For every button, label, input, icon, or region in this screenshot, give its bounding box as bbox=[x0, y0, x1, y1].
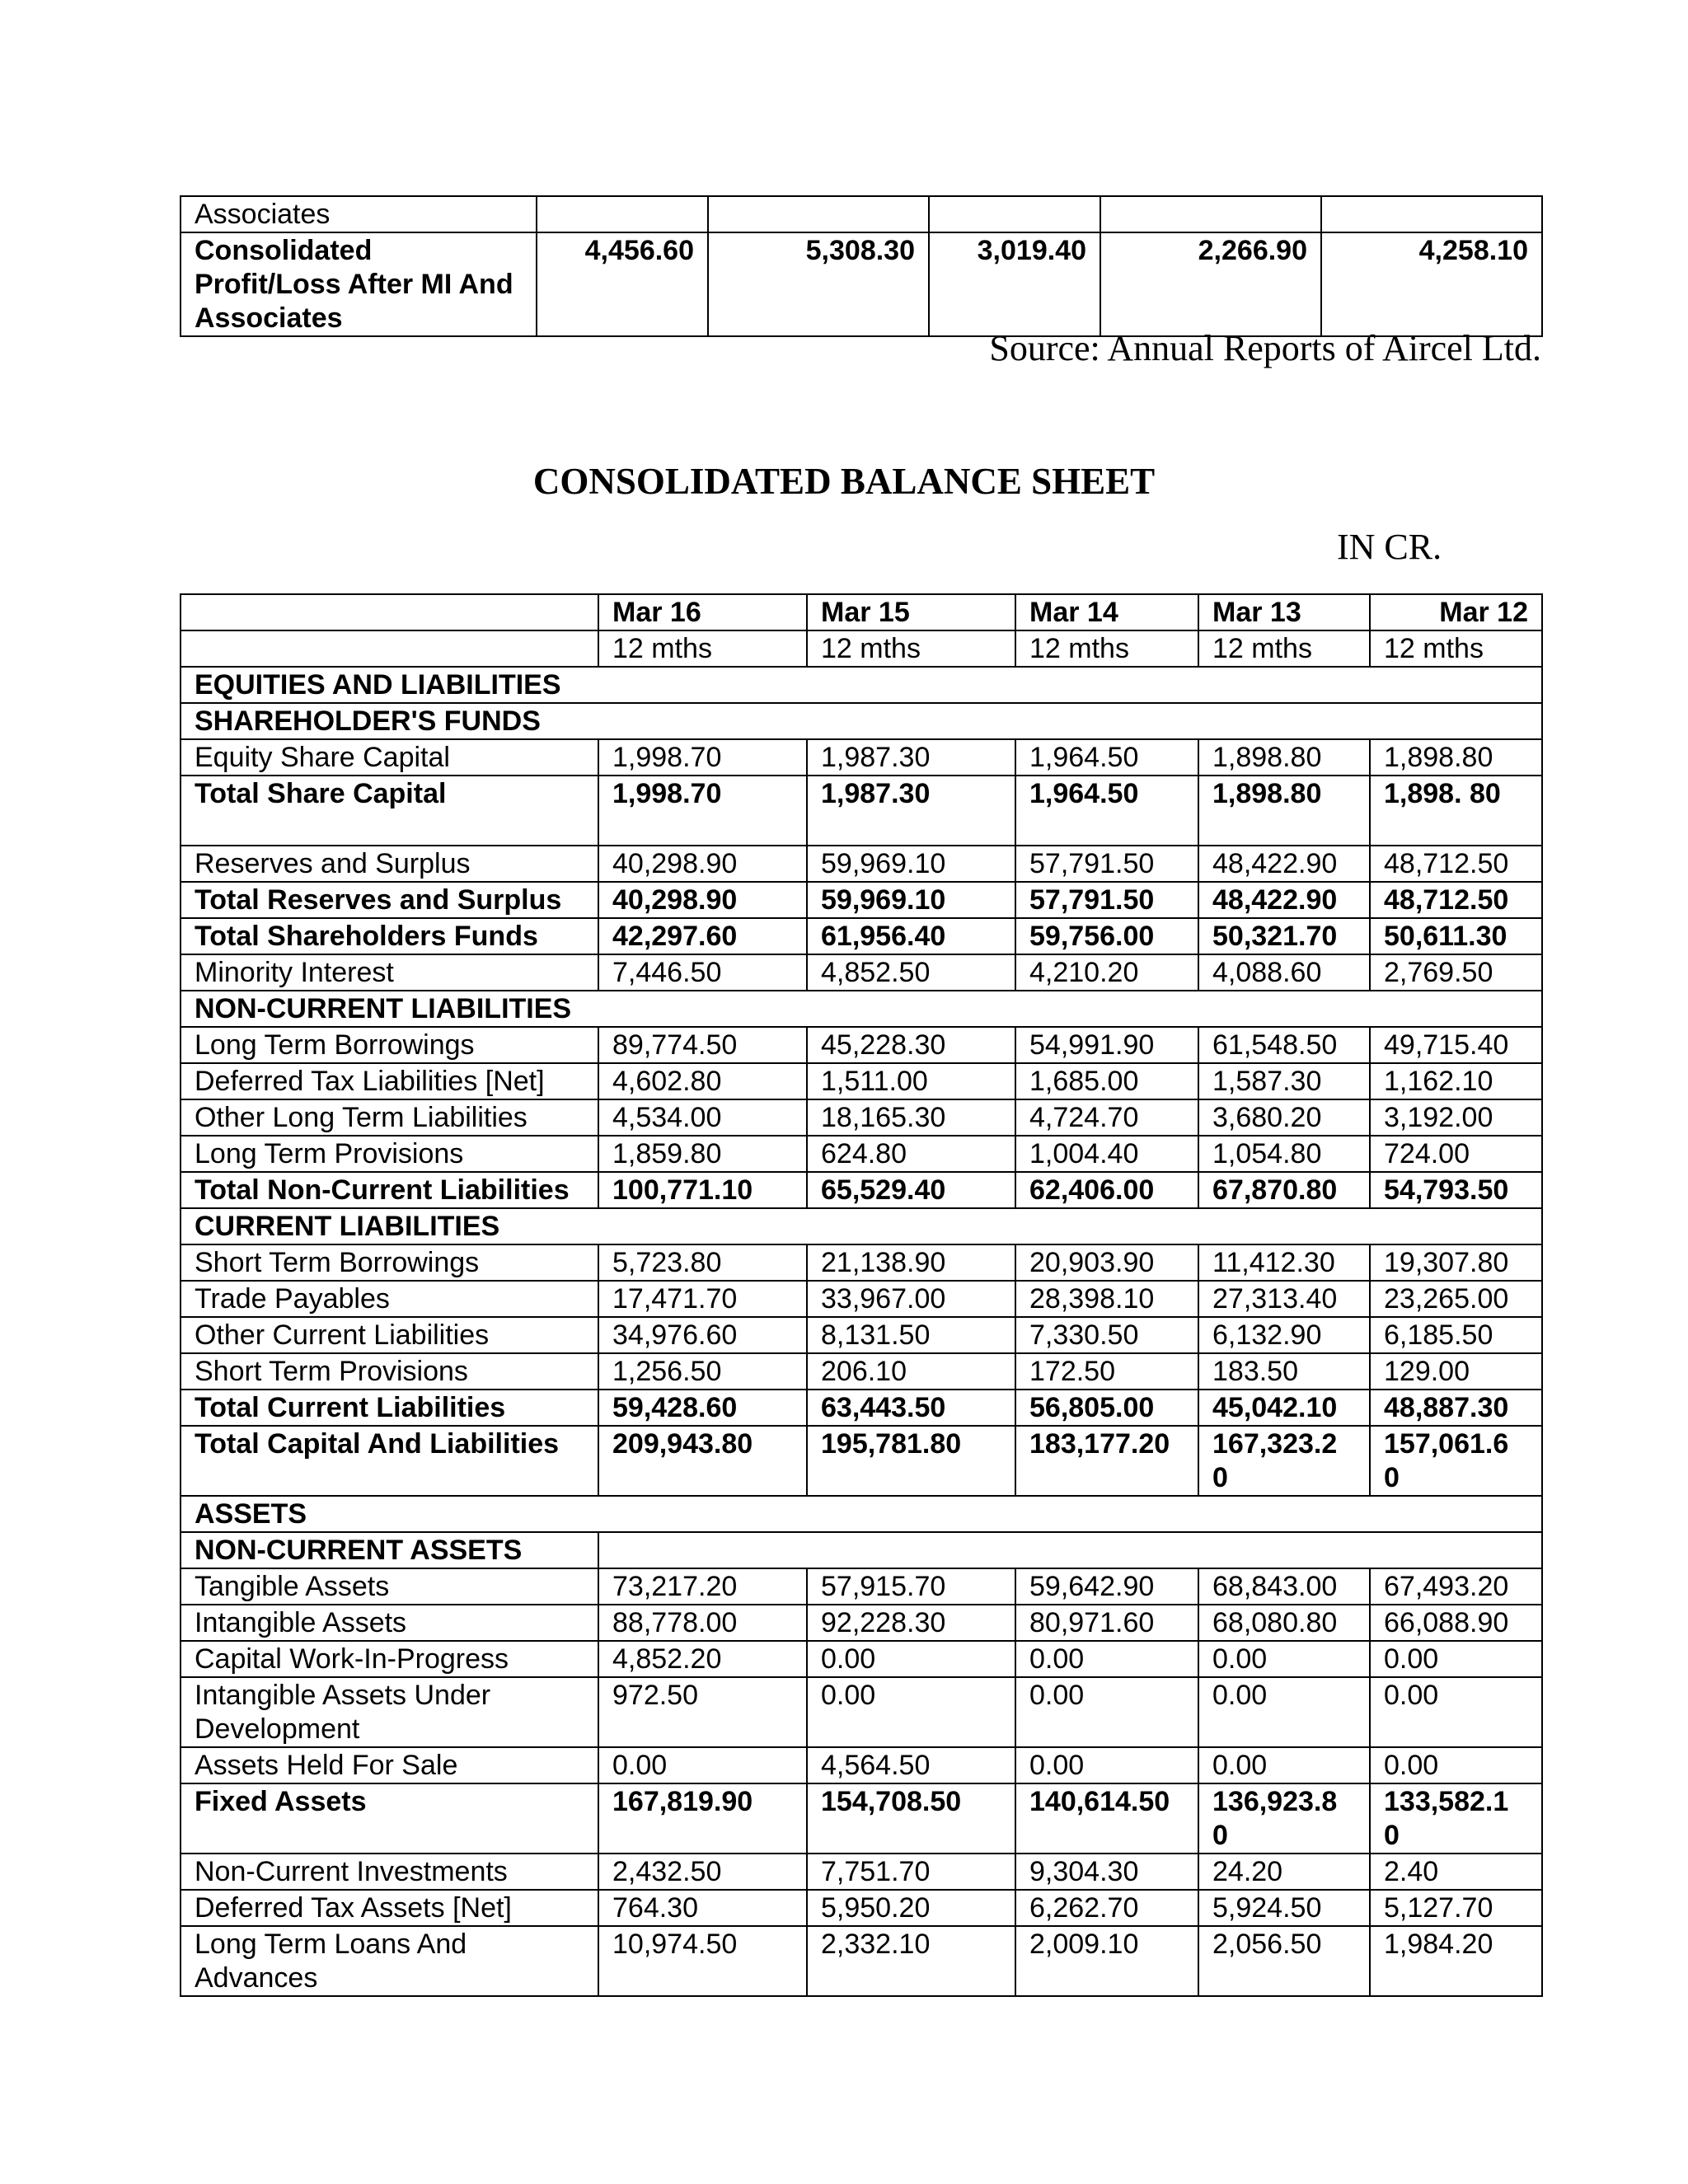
row-label: Total Reserves and Surplus bbox=[181, 882, 598, 918]
value-cell: 4,534.00 bbox=[598, 1099, 807, 1136]
value-cell: 59,969.10 bbox=[807, 882, 1015, 918]
table-row bbox=[181, 1854, 1542, 1890]
table-row bbox=[181, 1677, 1542, 1747]
value-cell: 54,991.90 bbox=[1015, 1027, 1198, 1063]
table-row bbox=[181, 1353, 1542, 1390]
value-cell: 5,924.50 bbox=[1198, 1890, 1370, 1926]
value-cell: 49,715.40 bbox=[1370, 1027, 1542, 1063]
value-cell: 4,210.20 bbox=[1015, 954, 1198, 991]
value-cell: 45,042.10 bbox=[1198, 1390, 1370, 1426]
table-row bbox=[181, 954, 1542, 991]
value-cell: 6,262.70 bbox=[1015, 1890, 1198, 1926]
value-cell: 1,964.50 bbox=[1015, 776, 1198, 846]
value-cell: 68,080.80 bbox=[1198, 1605, 1370, 1641]
value-cell: 34,976.60 bbox=[598, 1317, 807, 1353]
value-cell: 206.10 bbox=[807, 1353, 1015, 1390]
value-cell: 3,192.00 bbox=[1370, 1099, 1542, 1136]
table-row bbox=[181, 1605, 1542, 1641]
value-cell: 724.00 bbox=[1370, 1136, 1542, 1172]
value-cell: 136,923.8 0 bbox=[1198, 1783, 1370, 1854]
value-cell: 50,321.70 bbox=[1198, 918, 1370, 954]
value-cell: 50,611.30 bbox=[1370, 918, 1542, 954]
header-blank bbox=[181, 630, 598, 667]
value-cell: 33,967.00 bbox=[807, 1281, 1015, 1317]
source-note: Source: Annual Reports of Aircel Ltd. bbox=[989, 328, 1541, 368]
value-cell: 5,950.20 bbox=[807, 1890, 1015, 1926]
value-cell: 2,266.90 bbox=[1100, 232, 1321, 336]
row-label: Short Term Provisions bbox=[181, 1353, 598, 1390]
row-label: Long Term Provisions bbox=[181, 1136, 598, 1172]
value-cell: 57,791.50 bbox=[1015, 846, 1198, 882]
value-cell: 157,061.6 0 bbox=[1370, 1426, 1542, 1496]
balance-sheet-table bbox=[180, 593, 1543, 1997]
value-cell: 1,511.00 bbox=[807, 1063, 1015, 1099]
row-label: Intangible Assets Under Development bbox=[181, 1677, 598, 1747]
value-cell: 42,297.60 bbox=[598, 918, 807, 954]
section-heading: ASSETS bbox=[181, 1496, 1542, 1532]
row-label: Assets Held For Sale bbox=[181, 1747, 598, 1783]
value-cell: 68,843.00 bbox=[1198, 1568, 1370, 1605]
value-cell: 62,406.00 bbox=[1015, 1172, 1198, 1208]
header-blank bbox=[181, 594, 598, 630]
value-cell bbox=[1100, 196, 1321, 232]
table-row bbox=[181, 1317, 1542, 1353]
value-cell: 0.00 bbox=[1015, 1747, 1198, 1783]
value-cell: 1,898.80 bbox=[1198, 776, 1370, 846]
row-label: Reserves and Surplus bbox=[181, 846, 598, 882]
value-cell: 195,781.80 bbox=[807, 1426, 1015, 1496]
row-label: Total Current Liabilities bbox=[181, 1390, 598, 1426]
value-cell: 28,398.10 bbox=[1015, 1281, 1198, 1317]
value-cell: 7,446.50 bbox=[598, 954, 807, 991]
value-cell: 2,769.50 bbox=[1370, 954, 1542, 991]
table-row bbox=[181, 1926, 1542, 1996]
value-cell: 48,422.90 bbox=[1198, 846, 1370, 882]
value-cell: 45,228.30 bbox=[807, 1027, 1015, 1063]
table-row bbox=[181, 1136, 1542, 1172]
value-cell: 1,984.20 bbox=[1370, 1926, 1542, 1996]
value-cell: 4,564.50 bbox=[807, 1747, 1015, 1783]
value-cell: 1,964.50 bbox=[1015, 739, 1198, 776]
value-cell: 0.00 bbox=[807, 1677, 1015, 1747]
value-cell: 89,774.50 bbox=[598, 1027, 807, 1063]
value-cell: 92,228.30 bbox=[807, 1605, 1015, 1641]
row-label: Trade Payables bbox=[181, 1281, 598, 1317]
value-cell: 56,805.00 bbox=[1015, 1390, 1198, 1426]
value-cell: 1,987.30 bbox=[807, 776, 1015, 846]
table-row bbox=[181, 1783, 1542, 1854]
value-cell: 48,712.50 bbox=[1370, 882, 1542, 918]
value-cell: 67,493.20 bbox=[1370, 1568, 1542, 1605]
value-cell: 66,088.90 bbox=[1370, 1605, 1542, 1641]
value-cell bbox=[708, 196, 929, 232]
period-cell: 12 mths bbox=[1198, 630, 1370, 667]
value-cell: 0.00 bbox=[1370, 1747, 1542, 1783]
section-row bbox=[181, 1496, 1542, 1532]
value-cell: 7,751.70 bbox=[807, 1854, 1015, 1890]
value-cell: 6,185.50 bbox=[1370, 1317, 1542, 1353]
table-row bbox=[181, 846, 1542, 882]
table-row bbox=[181, 1747, 1542, 1783]
column-header: Mar 15 bbox=[807, 594, 1015, 630]
value-cell: 1,859.80 bbox=[598, 1136, 807, 1172]
table-row bbox=[181, 1568, 1542, 1605]
value-cell: 4,724.70 bbox=[1015, 1099, 1198, 1136]
value-cell: 167,819.90 bbox=[598, 1783, 807, 1854]
unit-label: IN CR. bbox=[1337, 527, 1442, 567]
value-cell: 0.00 bbox=[1198, 1677, 1370, 1747]
section-row bbox=[181, 1532, 1542, 1568]
value-cell: 0.00 bbox=[1015, 1641, 1198, 1677]
value-cell: 40,298.90 bbox=[598, 882, 807, 918]
value-cell: 1,162.10 bbox=[1370, 1063, 1542, 1099]
row-label: Total Capital And Liabilities bbox=[181, 1426, 598, 1496]
table-row bbox=[181, 739, 1542, 776]
value-cell: 183,177.20 bbox=[1015, 1426, 1198, 1496]
value-cell: 27,313.40 bbox=[1198, 1281, 1370, 1317]
value-cell: 972.50 bbox=[598, 1677, 807, 1747]
value-cell: 0.00 bbox=[1370, 1641, 1542, 1677]
row-label: Deferred Tax Assets [Net] bbox=[181, 1890, 598, 1926]
value-cell: 8,131.50 bbox=[807, 1317, 1015, 1353]
section-heading: NON-CURRENT ASSETS bbox=[181, 1532, 598, 1568]
column-header: Mar 13 bbox=[1198, 594, 1370, 630]
row-label: Total Shareholders Funds bbox=[181, 918, 598, 954]
value-cell: 0.00 bbox=[598, 1747, 807, 1783]
profit-loss-table-continued bbox=[180, 195, 1543, 337]
row-label: Tangible Assets bbox=[181, 1568, 598, 1605]
section-row bbox=[181, 1208, 1542, 1244]
value-cell: 2,432.50 bbox=[598, 1854, 807, 1890]
value-cell: 5,308.30 bbox=[708, 232, 929, 336]
row-label: Long Term Loans And Advances bbox=[181, 1926, 598, 1996]
value-cell: 80,971.60 bbox=[1015, 1605, 1198, 1641]
value-cell: 65,529.40 bbox=[807, 1172, 1015, 1208]
period-cell: 12 mths bbox=[1015, 630, 1198, 667]
value-cell: 0.00 bbox=[1198, 1747, 1370, 1783]
table-row bbox=[181, 1063, 1542, 1099]
period-row bbox=[181, 630, 1542, 667]
value-cell: 48,712.50 bbox=[1370, 846, 1542, 882]
value-cell: 7,330.50 bbox=[1015, 1317, 1198, 1353]
row-label: Total Non-Current Liabilities bbox=[181, 1172, 598, 1208]
value-cell: 1,004.40 bbox=[1015, 1136, 1198, 1172]
row-label: Minority Interest bbox=[181, 954, 598, 991]
value-cell: 764.30 bbox=[598, 1890, 807, 1926]
value-cell: 4,088.60 bbox=[1198, 954, 1370, 991]
value-cell: 1,898. 80 bbox=[1370, 776, 1542, 846]
table-row bbox=[181, 1099, 1542, 1136]
value-cell bbox=[537, 196, 708, 232]
value-cell: 59,969.10 bbox=[807, 846, 1015, 882]
value-cell: 154,708.50 bbox=[807, 1783, 1015, 1854]
value-cell: 4,456.60 bbox=[537, 232, 708, 336]
table-row bbox=[181, 1244, 1542, 1281]
row-label: Capital Work-In-Progress bbox=[181, 1641, 598, 1677]
value-cell: 2,009.10 bbox=[1015, 1926, 1198, 1996]
value-cell: 40,298.90 bbox=[598, 846, 807, 882]
value-cell: 1,987.30 bbox=[807, 739, 1015, 776]
table-row bbox=[181, 1172, 1542, 1208]
row-label: Deferred Tax Liabilities [Net] bbox=[181, 1063, 598, 1099]
value-cell: 1,998.70 bbox=[598, 739, 807, 776]
row-label: Fixed Assets bbox=[181, 1783, 598, 1854]
value-cell: 1,054.80 bbox=[1198, 1136, 1370, 1172]
value-cell: 1,685.00 bbox=[1015, 1063, 1198, 1099]
section-heading: NON-CURRENT LIABILITIES bbox=[181, 991, 1542, 1027]
column-header: Mar 12 bbox=[1370, 594, 1542, 630]
section-row bbox=[181, 703, 1542, 739]
section-heading: SHAREHOLDER'S FUNDS bbox=[181, 703, 1542, 739]
value-cell: 133,582.1 0 bbox=[1370, 1783, 1542, 1854]
value-cell: 88,778.00 bbox=[598, 1605, 807, 1641]
value-cell: 73,217.20 bbox=[598, 1568, 807, 1605]
value-cell: 18,165.30 bbox=[807, 1099, 1015, 1136]
value-cell: 9,304.30 bbox=[1015, 1854, 1198, 1890]
value-cell: 1,898.80 bbox=[1370, 739, 1542, 776]
row-label: Consolidated Profit/Loss After MI And Associates bbox=[181, 232, 537, 336]
value-cell: 21,138.90 bbox=[807, 1244, 1015, 1281]
value-cell: 172.50 bbox=[1015, 1353, 1198, 1390]
period-cell: 12 mths bbox=[1370, 630, 1542, 667]
section-row bbox=[181, 991, 1542, 1027]
value-cell: 4,602.80 bbox=[598, 1063, 807, 1099]
row-label: Other Current Liabilities bbox=[181, 1317, 598, 1353]
value-cell: 5,127.70 bbox=[1370, 1890, 1542, 1926]
row-label: Associates bbox=[181, 196, 537, 232]
row-label: Other Long Term Liabilities bbox=[181, 1099, 598, 1136]
value-cell: 1,587.30 bbox=[1198, 1063, 1370, 1099]
value-cell: 57,791.50 bbox=[1015, 882, 1198, 918]
value-cell: 3,680.20 bbox=[1198, 1099, 1370, 1136]
value-cell: 20,903.90 bbox=[1015, 1244, 1198, 1281]
value-cell: 209,943.80 bbox=[598, 1426, 807, 1496]
value-cell: 11,412.30 bbox=[1198, 1244, 1370, 1281]
value-cell: 4,258.10 bbox=[1321, 232, 1542, 336]
value-cell: 48,887.30 bbox=[1370, 1390, 1542, 1426]
value-cell: 1,256.50 bbox=[598, 1353, 807, 1390]
value-cell bbox=[1321, 196, 1542, 232]
row-label: Intangible Assets bbox=[181, 1605, 598, 1641]
section-row bbox=[181, 667, 1542, 703]
value-cell: 5,723.80 bbox=[598, 1244, 807, 1281]
section-heading: CURRENT LIABILITIES bbox=[181, 1208, 1542, 1244]
value-cell: 167,323.2 0 bbox=[1198, 1426, 1370, 1496]
value-cell: 1,898.80 bbox=[1198, 739, 1370, 776]
value-cell: 4,852.50 bbox=[807, 954, 1015, 991]
value-cell: 0.00 bbox=[1015, 1677, 1198, 1747]
value-cell: 2.40 bbox=[1370, 1854, 1542, 1890]
value-cell: 57,915.70 bbox=[807, 1568, 1015, 1605]
value-cell: 2,332.10 bbox=[807, 1926, 1015, 1996]
header-row bbox=[181, 594, 1542, 630]
value-cell: 0.00 bbox=[1198, 1641, 1370, 1677]
value-cell bbox=[929, 196, 1100, 232]
table-row bbox=[181, 1641, 1542, 1677]
row-label: Long Term Borrowings bbox=[181, 1027, 598, 1063]
value-cell: 2,056.50 bbox=[1198, 1926, 1370, 1996]
table-row bbox=[181, 918, 1542, 954]
value-cell: 59,756.00 bbox=[1015, 918, 1198, 954]
column-header: Mar 16 bbox=[598, 594, 807, 630]
value-cell: 59,428.60 bbox=[598, 1390, 807, 1426]
table-row bbox=[181, 1426, 1542, 1496]
table-row bbox=[181, 1390, 1542, 1426]
value-cell: 4,852.20 bbox=[598, 1641, 807, 1677]
value-cell: 6,132.90 bbox=[1198, 1317, 1370, 1353]
value-cell: 0.00 bbox=[807, 1641, 1015, 1677]
table-row bbox=[181, 1027, 1542, 1063]
value-cell: 23,265.00 bbox=[1370, 1281, 1542, 1317]
value-cell: 10,974.50 bbox=[598, 1926, 807, 1996]
blank-cell bbox=[598, 1532, 1542, 1568]
value-cell: 19,307.80 bbox=[1370, 1244, 1542, 1281]
table-row bbox=[181, 1890, 1542, 1926]
value-cell: 24.20 bbox=[1198, 1854, 1370, 1890]
table-row bbox=[181, 232, 1542, 336]
table-row bbox=[181, 1281, 1542, 1317]
value-cell: 624.80 bbox=[807, 1136, 1015, 1172]
row-label: Non-Current Investments bbox=[181, 1854, 598, 1890]
value-cell: 100,771.10 bbox=[598, 1172, 807, 1208]
value-cell: 129.00 bbox=[1370, 1353, 1542, 1390]
period-cell: 12 mths bbox=[598, 630, 807, 667]
value-cell: 1,998.70 bbox=[598, 776, 807, 846]
value-cell: 17,471.70 bbox=[598, 1281, 807, 1317]
page-title: CONSOLIDATED BALANCE SHEET bbox=[532, 461, 1156, 502]
table-row bbox=[181, 776, 1542, 846]
row-label: Total Share Capital bbox=[181, 776, 598, 846]
table-row bbox=[181, 196, 1542, 232]
row-label: Short Term Borrowings bbox=[181, 1244, 598, 1281]
value-cell: 54,793.50 bbox=[1370, 1172, 1542, 1208]
value-cell: 61,548.50 bbox=[1198, 1027, 1370, 1063]
value-cell: 61,956.40 bbox=[807, 918, 1015, 954]
value-cell: 63,443.50 bbox=[807, 1390, 1015, 1426]
value-cell: 0.00 bbox=[1370, 1677, 1542, 1747]
row-label: Equity Share Capital bbox=[181, 739, 598, 776]
period-cell: 12 mths bbox=[807, 630, 1015, 667]
value-cell: 48,422.90 bbox=[1198, 882, 1370, 918]
value-cell: 183.50 bbox=[1198, 1353, 1370, 1390]
value-cell: 3,019.40 bbox=[929, 232, 1100, 336]
column-header: Mar 14 bbox=[1015, 594, 1198, 630]
value-cell: 140,614.50 bbox=[1015, 1783, 1198, 1854]
table-row bbox=[181, 882, 1542, 918]
value-cell: 67,870.80 bbox=[1198, 1172, 1370, 1208]
value-cell: 59,642.90 bbox=[1015, 1568, 1198, 1605]
section-heading: EQUITIES AND LIABILITIES bbox=[181, 667, 1542, 703]
